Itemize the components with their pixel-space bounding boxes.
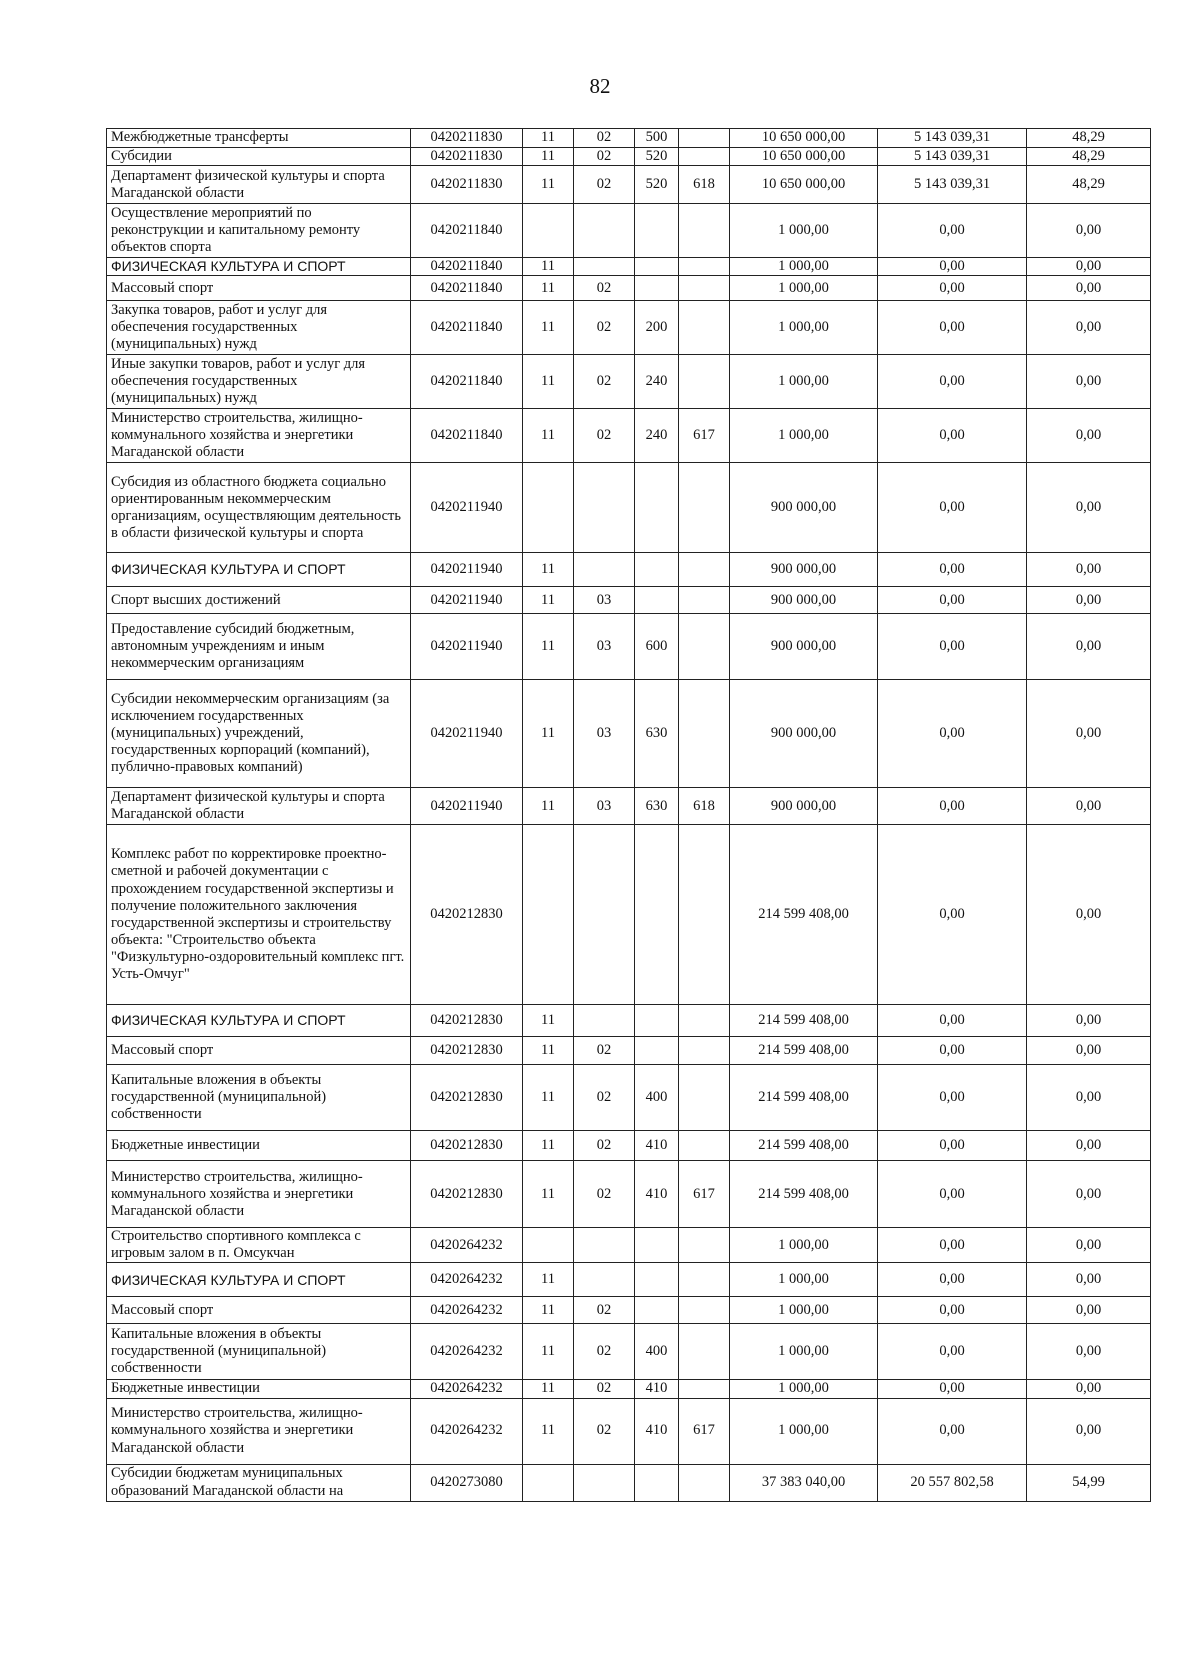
approved-amount-cell: 900 000,00 (730, 587, 878, 614)
executed-amount-cell: 0,00 (878, 1131, 1027, 1161)
subsection-code-cell: 02 (574, 1297, 635, 1324)
subsection-code-cell (574, 463, 635, 553)
section-code-cell (523, 1464, 574, 1501)
section-code-cell (523, 1228, 574, 1263)
execution-percent-cell: 0,00 (1027, 680, 1151, 788)
table-row (107, 409, 1151, 463)
table-row (107, 166, 1151, 204)
execution-percent-cell: 0,00 (1027, 301, 1151, 355)
row-name-cell: Спорт высших достижений (107, 587, 411, 614)
execution-percent-cell: 0,00 (1027, 463, 1151, 553)
section-code-cell: 11 (523, 409, 574, 463)
expense-type-cell (635, 1464, 679, 1501)
executed-amount-cell: 0,00 (878, 204, 1027, 258)
target-article-cell: 0420264232 (411, 1380, 523, 1398)
executed-amount-cell: 0,00 (878, 1297, 1027, 1324)
subsection-code-cell: 03 (574, 587, 635, 614)
approved-amount-cell: 1 000,00 (730, 276, 878, 301)
target-article-cell: 0420211940 (411, 587, 523, 614)
target-article-cell: 0420212830 (411, 1161, 523, 1228)
expense-type-cell (635, 204, 679, 258)
subsection-code-cell: 02 (574, 166, 635, 204)
grbs-code-cell: 618 (679, 166, 730, 204)
section-code-cell: 11 (523, 1131, 574, 1161)
row-name-cell: ФИЗИЧЕСКАЯ КУЛЬТУРА И СПОРТ (107, 1263, 411, 1297)
expense-type-cell: 630 (635, 680, 679, 788)
approved-amount-cell: 214 599 408,00 (730, 825, 878, 1005)
table-row (107, 276, 1151, 301)
execution-percent-cell: 0,00 (1027, 587, 1151, 614)
subsection-code-cell: 02 (574, 148, 635, 166)
section-code-cell: 11 (523, 129, 574, 148)
table-row (107, 1380, 1151, 1398)
row-name-cell: Межбюджетные трансферты (107, 129, 411, 148)
approved-amount-cell: 1 000,00 (730, 301, 878, 355)
grbs-code-cell (679, 587, 730, 614)
target-article-cell: 0420273080 (411, 1464, 523, 1501)
target-article-cell: 0420211840 (411, 276, 523, 301)
grbs-code-cell (679, 553, 730, 587)
execution-percent-cell: 0,00 (1027, 1161, 1151, 1228)
grbs-code-cell: 617 (679, 1161, 730, 1228)
subsection-code-cell: 03 (574, 680, 635, 788)
grbs-code-cell (679, 1037, 730, 1065)
target-article-cell: 0420211840 (411, 301, 523, 355)
executed-amount-cell: 0,00 (878, 1263, 1027, 1297)
execution-percent-cell: 0,00 (1027, 1380, 1151, 1398)
row-name-cell: Министерство строительства, жилищно-коммунального хозяйства и энергетики Магаданской области (107, 409, 411, 463)
row-name-cell: Массовый спорт (107, 1297, 411, 1324)
approved-amount-cell: 10 650 000,00 (730, 166, 878, 204)
execution-percent-cell: 54,99 (1027, 1464, 1151, 1501)
approved-amount-cell: 214 599 408,00 (730, 1161, 878, 1228)
row-name-cell: Закупка товаров, работ и услуг для обеспечения государственных (муниципальных) нужд (107, 301, 411, 355)
row-name-cell: Предоставление субсидий бюджетным, автономным учреждениям и иным некоммерческим организациям (107, 614, 411, 680)
row-name-cell: ФИЗИЧЕСКАЯ КУЛЬТУРА И СПОРТ (107, 258, 411, 276)
approved-amount-cell: 1 000,00 (730, 204, 878, 258)
table-row (107, 463, 1151, 553)
grbs-code-cell (679, 258, 730, 276)
target-article-cell: 0420264232 (411, 1263, 523, 1297)
row-name-cell: Бюджетные инвестиции (107, 1380, 411, 1398)
target-article-cell: 0420212830 (411, 825, 523, 1005)
row-name-cell: Бюджетные инвестиции (107, 1131, 411, 1161)
section-code-cell: 11 (523, 1380, 574, 1398)
expense-type-cell (635, 825, 679, 1005)
expense-type-cell: 520 (635, 166, 679, 204)
expense-type-cell: 400 (635, 1324, 679, 1380)
execution-percent-cell: 0,00 (1027, 1037, 1151, 1065)
row-name-cell: Массовый спорт (107, 276, 411, 301)
section-code-cell: 11 (523, 614, 574, 680)
expense-type-cell (635, 463, 679, 553)
row-name-cell: Осуществление мероприятий по реконструкции и капитальному ремонту объектов спорта (107, 204, 411, 258)
table-row (107, 614, 1151, 680)
row-name-cell: Департамент физической культуры и спорта Магаданской области (107, 166, 411, 204)
executed-amount-cell: 5 143 039,31 (878, 166, 1027, 204)
grbs-code-cell: 618 (679, 788, 730, 825)
section-code-cell: 11 (523, 587, 574, 614)
executed-amount-cell: 0,00 (878, 614, 1027, 680)
expense-type-cell: 410 (635, 1380, 679, 1398)
executed-amount-cell: 0,00 (878, 258, 1027, 276)
subsection-code-cell (574, 825, 635, 1005)
executed-amount-cell: 0,00 (878, 553, 1027, 587)
executed-amount-cell: 0,00 (878, 788, 1027, 825)
table-row (107, 258, 1151, 276)
approved-amount-cell: 37 383 040,00 (730, 1464, 878, 1501)
subsection-code-cell (574, 1005, 635, 1037)
grbs-code-cell (679, 825, 730, 1005)
table-row (107, 587, 1151, 614)
approved-amount-cell: 1 000,00 (730, 1398, 878, 1464)
section-code-cell: 11 (523, 1324, 574, 1380)
expense-type-cell: 400 (635, 1065, 679, 1131)
approved-amount-cell: 900 000,00 (730, 788, 878, 825)
target-article-cell: 0420211940 (411, 788, 523, 825)
approved-amount-cell: 1 000,00 (730, 1297, 878, 1324)
grbs-code-cell (679, 1324, 730, 1380)
table-row (107, 1297, 1151, 1324)
table-row (107, 204, 1151, 258)
section-code-cell: 11 (523, 680, 574, 788)
table-row (107, 1464, 1151, 1501)
execution-percent-cell: 0,00 (1027, 355, 1151, 409)
execution-percent-cell: 48,29 (1027, 129, 1151, 148)
page-number: 82 (589, 74, 611, 98)
execution-percent-cell: 0,00 (1027, 1005, 1151, 1037)
approved-amount-cell: 1 000,00 (730, 1324, 878, 1380)
table-row (107, 1398, 1151, 1464)
subsection-code-cell: 02 (574, 129, 635, 148)
section-code-cell: 11 (523, 258, 574, 276)
subsection-code-cell: 02 (574, 1065, 635, 1131)
subsection-code-cell: 02 (574, 1324, 635, 1380)
executed-amount-cell: 0,00 (878, 1005, 1027, 1037)
subsection-code-cell: 02 (574, 409, 635, 463)
table-row (107, 301, 1151, 355)
executed-amount-cell: 0,00 (878, 1380, 1027, 1398)
table-row (107, 1131, 1151, 1161)
row-name-cell: Капитальные вложения в объекты государственной (муниципальной) собственности (107, 1065, 411, 1131)
approved-amount-cell: 1 000,00 (730, 1228, 878, 1263)
table-row (107, 825, 1151, 1005)
execution-percent-cell: 48,29 (1027, 166, 1151, 204)
budget-table (106, 128, 1151, 1502)
approved-amount-cell: 1 000,00 (730, 355, 878, 409)
section-code-cell: 11 (523, 1037, 574, 1065)
row-name-cell: Департамент физической культуры и спорта Магаданской области (107, 788, 411, 825)
executed-amount-cell: 0,00 (878, 587, 1027, 614)
expense-type-cell (635, 1005, 679, 1037)
grbs-code-cell (679, 355, 730, 409)
approved-amount-cell: 1 000,00 (730, 1263, 878, 1297)
subsection-code-cell (574, 258, 635, 276)
grbs-code-cell (679, 1131, 730, 1161)
table-row (107, 1065, 1151, 1131)
target-article-cell: 0420211840 (411, 409, 523, 463)
approved-amount-cell: 214 599 408,00 (730, 1005, 878, 1037)
executed-amount-cell: 0,00 (878, 1037, 1027, 1065)
execution-percent-cell: 0,00 (1027, 1263, 1151, 1297)
expense-type-cell: 240 (635, 409, 679, 463)
executed-amount-cell: 0,00 (878, 355, 1027, 409)
expense-type-cell: 600 (635, 614, 679, 680)
table-row (107, 1228, 1151, 1263)
row-name-cell: Субсидии некоммерческим организациям (за исключением государственных (муниципальных) учреждений, государственных корпораций (компаний), публично-правовых компаний) (107, 680, 411, 788)
target-article-cell: 0420264232 (411, 1297, 523, 1324)
table-row (107, 788, 1151, 825)
grbs-code-cell: 617 (679, 1398, 730, 1464)
target-article-cell: 0420211940 (411, 553, 523, 587)
row-name-cell: Субсидия из областного бюджета социально ориентированным некоммерческим организациям, осуществляющим деятельность в области физической культуры и спорта (107, 463, 411, 553)
grbs-code-cell (679, 276, 730, 301)
execution-percent-cell: 0,00 (1027, 258, 1151, 276)
expense-type-cell: 410 (635, 1398, 679, 1464)
expense-type-cell (635, 276, 679, 301)
target-article-cell: 0420264232 (411, 1228, 523, 1263)
executed-amount-cell: 0,00 (878, 1398, 1027, 1464)
target-article-cell: 0420212830 (411, 1005, 523, 1037)
expense-type-cell (635, 553, 679, 587)
grbs-code-cell (679, 1065, 730, 1131)
grbs-code-cell (679, 1464, 730, 1501)
grbs-code-cell (679, 1297, 730, 1324)
section-code-cell: 11 (523, 355, 574, 409)
target-article-cell: 0420264232 (411, 1324, 523, 1380)
approved-amount-cell: 214 599 408,00 (730, 1131, 878, 1161)
subsection-code-cell: 02 (574, 1131, 635, 1161)
expense-type-cell (635, 1263, 679, 1297)
subsection-code-cell (574, 204, 635, 258)
section-code-cell (523, 204, 574, 258)
grbs-code-cell (679, 301, 730, 355)
executed-amount-cell: 0,00 (878, 463, 1027, 553)
expense-type-cell: 630 (635, 788, 679, 825)
row-name-cell: Иные закупки товаров, работ и услуг для обеспечения государственных (муниципальных) нужд (107, 355, 411, 409)
section-code-cell: 11 (523, 166, 574, 204)
execution-percent-cell: 0,00 (1027, 1131, 1151, 1161)
approved-amount-cell: 1 000,00 (730, 409, 878, 463)
executed-amount-cell: 5 143 039,31 (878, 148, 1027, 166)
subsection-code-cell (574, 1228, 635, 1263)
table-row (107, 680, 1151, 788)
subsection-code-cell: 03 (574, 788, 635, 825)
executed-amount-cell: 0,00 (878, 1161, 1027, 1228)
expense-type-cell: 200 (635, 301, 679, 355)
executed-amount-cell: 0,00 (878, 301, 1027, 355)
section-code-cell: 11 (523, 788, 574, 825)
section-code-cell: 11 (523, 1297, 574, 1324)
target-article-cell: 0420211940 (411, 680, 523, 788)
approved-amount-cell: 214 599 408,00 (730, 1065, 878, 1131)
grbs-code-cell (679, 680, 730, 788)
expense-type-cell (635, 1037, 679, 1065)
row-name-cell: ФИЗИЧЕСКАЯ КУЛЬТУРА И СПОРТ (107, 1005, 411, 1037)
target-article-cell: 0420211830 (411, 166, 523, 204)
expense-type-cell: 500 (635, 129, 679, 148)
execution-percent-cell: 0,00 (1027, 788, 1151, 825)
execution-percent-cell: 0,00 (1027, 825, 1151, 1005)
approved-amount-cell: 900 000,00 (730, 614, 878, 680)
target-article-cell: 0420211940 (411, 463, 523, 553)
grbs-code-cell (679, 614, 730, 680)
row-name-cell: Субсидии (107, 148, 411, 166)
approved-amount-cell: 900 000,00 (730, 553, 878, 587)
table-row (107, 553, 1151, 587)
expense-type-cell (635, 1297, 679, 1324)
table-row (107, 129, 1151, 148)
execution-percent-cell: 0,00 (1027, 1398, 1151, 1464)
row-name-cell: Министерство строительства, жилищно-коммунального хозяйства и энергетики Магаданской области (107, 1161, 411, 1228)
executed-amount-cell: 20 557 802,58 (878, 1464, 1027, 1501)
execution-percent-cell: 0,00 (1027, 614, 1151, 680)
grbs-code-cell (679, 204, 730, 258)
target-article-cell: 0420211830 (411, 148, 523, 166)
expense-type-cell (635, 1228, 679, 1263)
approved-amount-cell: 214 599 408,00 (730, 1037, 878, 1065)
table-row (107, 1324, 1151, 1380)
target-article-cell: 0420264232 (411, 1398, 523, 1464)
execution-percent-cell: 0,00 (1027, 276, 1151, 301)
target-article-cell: 0420212830 (411, 1065, 523, 1131)
row-name-cell: Министерство строительства, жилищно-коммунального хозяйства и энергетики Магаданской области (107, 1398, 411, 1464)
target-article-cell: 0420211840 (411, 204, 523, 258)
section-code-cell: 11 (523, 1065, 574, 1131)
grbs-code-cell (679, 1380, 730, 1398)
table-row (107, 1037, 1151, 1065)
approved-amount-cell: 10 650 000,00 (730, 129, 878, 148)
grbs-code-cell: 617 (679, 409, 730, 463)
table-row (107, 355, 1151, 409)
executed-amount-cell: 0,00 (878, 1228, 1027, 1263)
subsection-code-cell: 03 (574, 614, 635, 680)
expense-type-cell: 520 (635, 148, 679, 166)
section-code-cell (523, 825, 574, 1005)
subsection-code-cell: 02 (574, 1380, 635, 1398)
section-code-cell: 11 (523, 1398, 574, 1464)
target-article-cell: 0420212830 (411, 1037, 523, 1065)
table-row (107, 1263, 1151, 1297)
row-name-cell: Субсидии бюджетам муниципальных образований Магаданской области на (107, 1464, 411, 1501)
subsection-code-cell: 02 (574, 1398, 635, 1464)
row-name-cell: Строительство спортивного комплекса с игровым залом в п. Омсукчан (107, 1228, 411, 1263)
section-code-cell: 11 (523, 276, 574, 301)
subsection-code-cell: 02 (574, 276, 635, 301)
executed-amount-cell: 0,00 (878, 680, 1027, 788)
executed-amount-cell: 0,00 (878, 825, 1027, 1005)
section-code-cell: 11 (523, 301, 574, 355)
subsection-code-cell: 02 (574, 1161, 635, 1228)
execution-percent-cell: 0,00 (1027, 1228, 1151, 1263)
subsection-code-cell (574, 1464, 635, 1501)
execution-percent-cell: 0,00 (1027, 1324, 1151, 1380)
executed-amount-cell: 0,00 (878, 409, 1027, 463)
target-article-cell: 0420211840 (411, 355, 523, 409)
section-code-cell: 11 (523, 1161, 574, 1228)
expense-type-cell (635, 258, 679, 276)
expense-type-cell (635, 587, 679, 614)
subsection-code-cell (574, 1263, 635, 1297)
table-row (107, 1161, 1151, 1228)
execution-percent-cell: 48,29 (1027, 148, 1151, 166)
row-name-cell: Комплекс работ по корректировке проектно-сметной и рабочей документации с прохождением государственной экспертизы и получение положительного заключения государственной экспертизы и строительству объекта: "Строительство объекта "Физкультурно-оздоровительный комплекс пгт. Усть-Омчуг" (107, 825, 411, 1005)
section-code-cell: 11 (523, 148, 574, 166)
grbs-code-cell (679, 1228, 730, 1263)
expense-type-cell: 240 (635, 355, 679, 409)
approved-amount-cell: 900 000,00 (730, 463, 878, 553)
execution-percent-cell: 0,00 (1027, 409, 1151, 463)
grbs-code-cell (679, 463, 730, 553)
execution-percent-cell: 0,00 (1027, 204, 1151, 258)
executed-amount-cell: 0,00 (878, 1065, 1027, 1131)
expense-type-cell: 410 (635, 1131, 679, 1161)
grbs-code-cell (679, 1263, 730, 1297)
subsection-code-cell (574, 553, 635, 587)
executed-amount-cell: 0,00 (878, 1324, 1027, 1380)
section-code-cell: 11 (523, 553, 574, 587)
execution-percent-cell: 0,00 (1027, 1297, 1151, 1324)
execution-percent-cell: 0,00 (1027, 553, 1151, 587)
executed-amount-cell: 5 143 039,31 (878, 129, 1027, 148)
approved-amount-cell: 10 650 000,00 (730, 148, 878, 166)
section-code-cell: 11 (523, 1005, 574, 1037)
subsection-code-cell: 02 (574, 301, 635, 355)
grbs-code-cell (679, 148, 730, 166)
approved-amount-cell: 900 000,00 (730, 680, 878, 788)
target-article-cell: 0420211840 (411, 258, 523, 276)
target-article-cell: 0420212830 (411, 1131, 523, 1161)
table-row (107, 1005, 1151, 1037)
row-name-cell: Массовый спорт (107, 1037, 411, 1065)
executed-amount-cell: 0,00 (878, 276, 1027, 301)
grbs-code-cell (679, 129, 730, 148)
row-name-cell: ФИЗИЧЕСКАЯ КУЛЬТУРА И СПОРТ (107, 553, 411, 587)
section-code-cell (523, 463, 574, 553)
expense-type-cell: 410 (635, 1161, 679, 1228)
approved-amount-cell: 1 000,00 (730, 258, 878, 276)
target-article-cell: 0420211830 (411, 129, 523, 148)
subsection-code-cell: 02 (574, 355, 635, 409)
row-name-cell: Капитальные вложения в объекты государственной (муниципальной) собственности (107, 1324, 411, 1380)
subsection-code-cell: 02 (574, 1037, 635, 1065)
table-row (107, 148, 1151, 166)
table-body (107, 129, 1151, 1502)
approved-amount-cell: 1 000,00 (730, 1380, 878, 1398)
grbs-code-cell (679, 1005, 730, 1037)
execution-percent-cell: 0,00 (1027, 1065, 1151, 1131)
target-article-cell: 0420211940 (411, 614, 523, 680)
section-code-cell: 11 (523, 1263, 574, 1297)
